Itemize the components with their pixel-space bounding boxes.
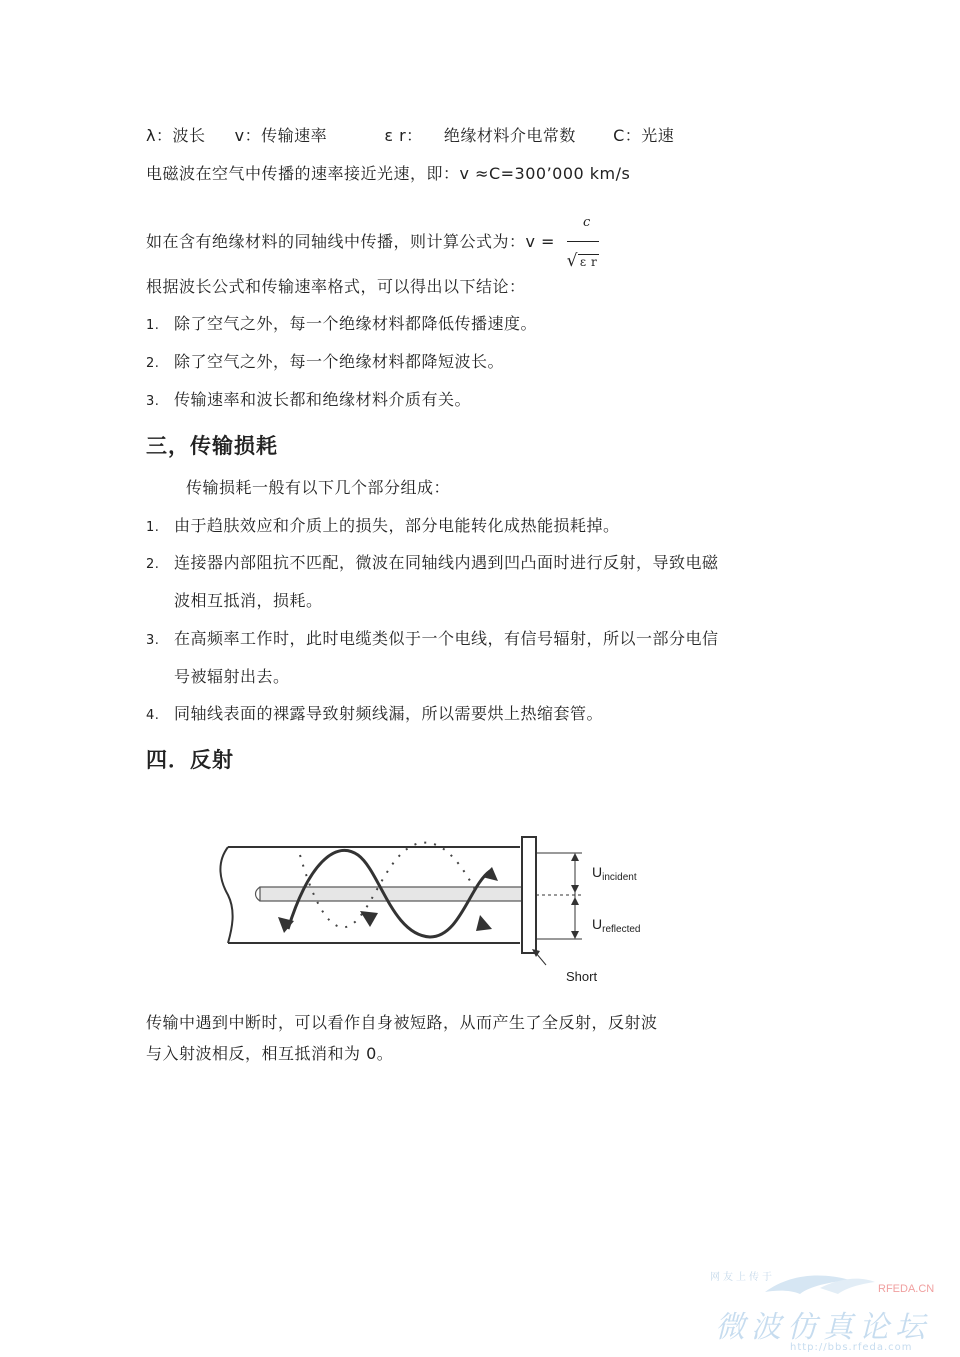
legend-er-desc: 绝缘材料介电常数	[443, 126, 576, 145]
list-number: 3.	[146, 394, 160, 409]
list-text: 除了空气之外，每一个绝缘材料都降短波长。	[174, 352, 505, 371]
section-heading-reflection: 四．反射	[146, 748, 234, 772]
u-incident-sub: incident	[602, 872, 637, 883]
caption-line: 与入射波相反，相互抵消和为 0。	[146, 1044, 394, 1063]
svg-text:Ureflected	[592, 916, 640, 935]
list-number: 4.	[146, 708, 160, 723]
velocity-formula: $\frac{c}{\text{√ ε r}}$	[567, 206, 600, 279]
formula-line	[146, 206, 599, 279]
list-text: 除了空气之外，每一个绝缘材料都降低传播速度。	[174, 314, 538, 333]
coax-reflection-diagram	[180, 825, 700, 990]
list-item	[146, 314, 537, 336]
list-text: 传输速率和波长都和绝缘材料介质有关。	[174, 390, 472, 409]
section-intro: 传输损耗一般有以下几个部分组成：	[186, 478, 451, 497]
list-number: 3.	[146, 633, 160, 648]
list-text: 由于趋肤效应和介质上的损失，部分电能转化成热能损耗掉。	[174, 516, 620, 535]
list-number: 1.	[146, 520, 160, 535]
air-speed-line: 电磁波在空气中传播的速率接近光速，即：v ≈C=300’000 km/s	[146, 164, 631, 183]
section-heading-transmission-loss: 三，传输损耗	[146, 434, 278, 458]
formula-numerator: c	[567, 206, 600, 242]
list-number: 2.	[146, 356, 160, 371]
u-reflected-label: U	[592, 916, 603, 932]
legend-v: v：传输速率	[234, 126, 328, 145]
list-text: 同轴线表面的裸露导致射频线漏，所以需要烘上热缩套管。	[174, 704, 604, 723]
watermark-wing-icon	[760, 1270, 880, 1300]
list-item	[146, 352, 504, 374]
list-item	[146, 553, 719, 575]
u-reflected-sub: reflected	[602, 924, 641, 935]
watermark-brand: RFEDA.CN	[878, 1283, 935, 1295]
list-item	[146, 516, 620, 538]
list-number: 2.	[146, 557, 160, 572]
legend-c: C：光速	[613, 126, 675, 145]
list-item	[146, 704, 603, 726]
list-text-continued: 波相互抵消，损耗。	[174, 591, 323, 610]
legend-er: ε r：	[384, 126, 423, 145]
watermark-upload-text: 网友上传于	[710, 1272, 775, 1283]
list-text-continued: 号被辐射出去。	[174, 667, 290, 686]
caption-line: 传输中遇到中断时，可以看作自身被短路，从而产生了全反射，反射波	[146, 1013, 658, 1032]
watermark-url: http://bbs.rfeda.com	[790, 1342, 913, 1353]
conclusion-intro: 根据波长公式和传输速率格式，可以得出以下结论：	[146, 277, 526, 296]
formula-text: 如在含有绝缘材料的同轴线中传播，则计算公式为：v =	[146, 232, 555, 251]
watermark-title: 微波仿真论坛	[715, 1310, 931, 1345]
u-incident-label: U	[592, 864, 603, 880]
short-label: Short	[566, 969, 598, 984]
list-item	[146, 390, 471, 412]
list-text: 连接器内部阻抗不匹配，微波在同轴线内遇到凹凸面时进行反射，导致电磁	[174, 553, 719, 572]
list-item	[146, 629, 719, 651]
reflection-figure	[180, 825, 700, 994]
list-text: 在高频率工作时，此时电缆类似于一个电线，有信号辐射，所以一部分电信	[174, 629, 719, 648]
svg-text:Uincident	[592, 864, 637, 883]
list-number: 1.	[146, 318, 160, 333]
legend-line	[146, 126, 674, 146]
formula-radicand: ε r	[579, 255, 598, 269]
legend-lambda: λ：波长	[146, 126, 206, 145]
